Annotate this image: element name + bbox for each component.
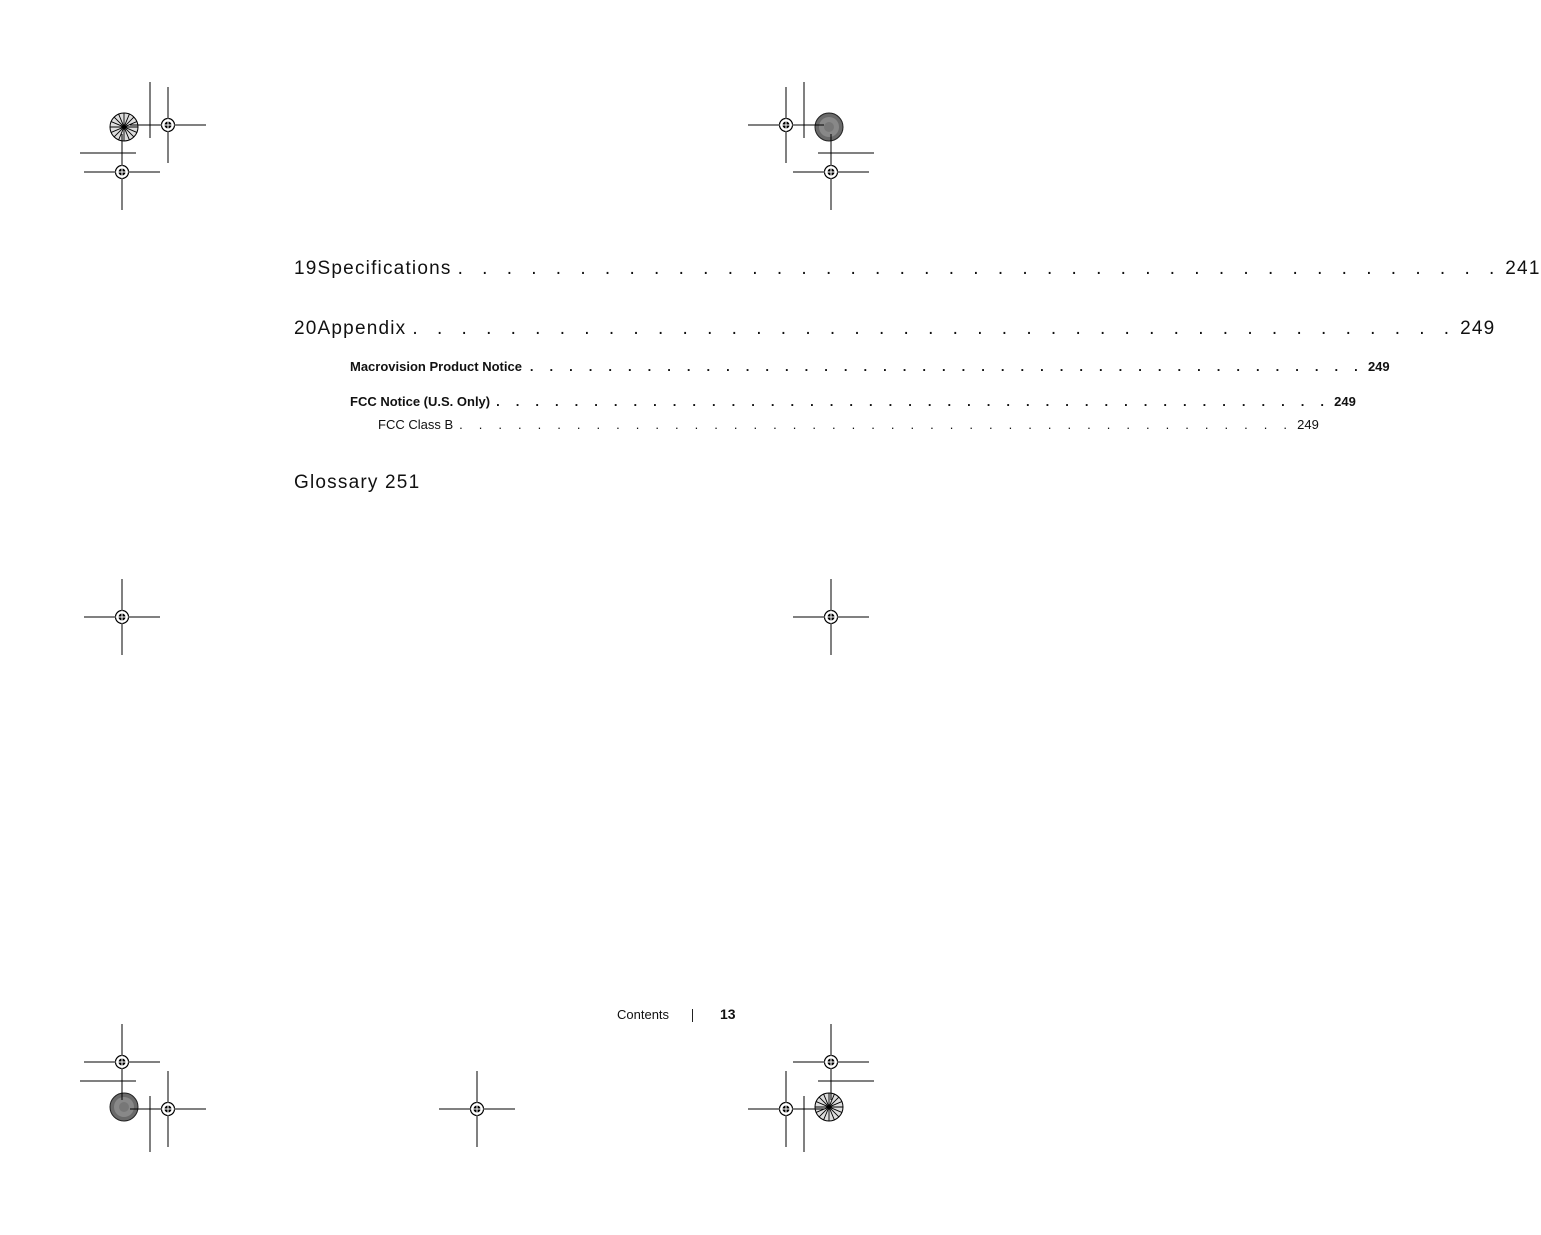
chapter-title: Appendix bbox=[317, 318, 407, 339]
page-number: 249 bbox=[1334, 394, 1356, 409]
page-number: 241 bbox=[1505, 258, 1541, 279]
subsection-title: FCC Class B bbox=[378, 417, 454, 432]
page-number: 249 bbox=[1367, 359, 1390, 374]
dot-leader: . . . . . . . . . . . . . . . . . . . . . . . . . . . . . . . . . . . . . . . . . . . bbox=[459, 417, 1294, 432]
toc-glossary[interactable]: Glossary 251 bbox=[294, 472, 421, 493]
footer-section-label: Contents bbox=[617, 1007, 670, 1022]
toc-chapter-19[interactable] bbox=[294, 258, 1541, 280]
dot-leader: . . . . . . . . . . . . . . . . . . . . . . . . . . . . . . . . . . . . . . . . . . . bbox=[529, 359, 1364, 374]
toc-section-macrovision[interactable] bbox=[350, 359, 1390, 374]
chapter-number: 19 bbox=[294, 258, 318, 279]
page-number: 249 bbox=[1460, 318, 1496, 339]
chapter-number: 20 bbox=[294, 318, 318, 339]
dot-leader: . . . . . . . . . . . . . . . . . . . . . . . . . . . . . . . . . . . . . . . . . . . bbox=[457, 258, 1502, 279]
dot-leader: . . . . . . . . . . . . . . . . . . . . . . . . . . . . . . . . . . . . . . . . . . . bbox=[496, 394, 1331, 409]
footer-page-number: 13 bbox=[720, 1006, 736, 1022]
dot-leader: . . . . . . . . . . . . . . . . . . . . . . . . . . . . . . . . . . . . . . . . . . . bbox=[412, 318, 1457, 339]
section-title: Macrovision Product Notice bbox=[350, 359, 522, 374]
section-title: FCC Notice (U.S. Only) bbox=[350, 394, 491, 409]
footer-separator bbox=[692, 1009, 693, 1022]
toc-section-fcc-notice[interactable] bbox=[350, 394, 1356, 409]
toc-subsection-fcc-class-b[interactable] bbox=[378, 417, 1319, 432]
chapter-title: Specifications bbox=[317, 258, 452, 279]
toc-chapter-20[interactable] bbox=[294, 318, 1496, 340]
page-number: 249 bbox=[1297, 417, 1319, 432]
